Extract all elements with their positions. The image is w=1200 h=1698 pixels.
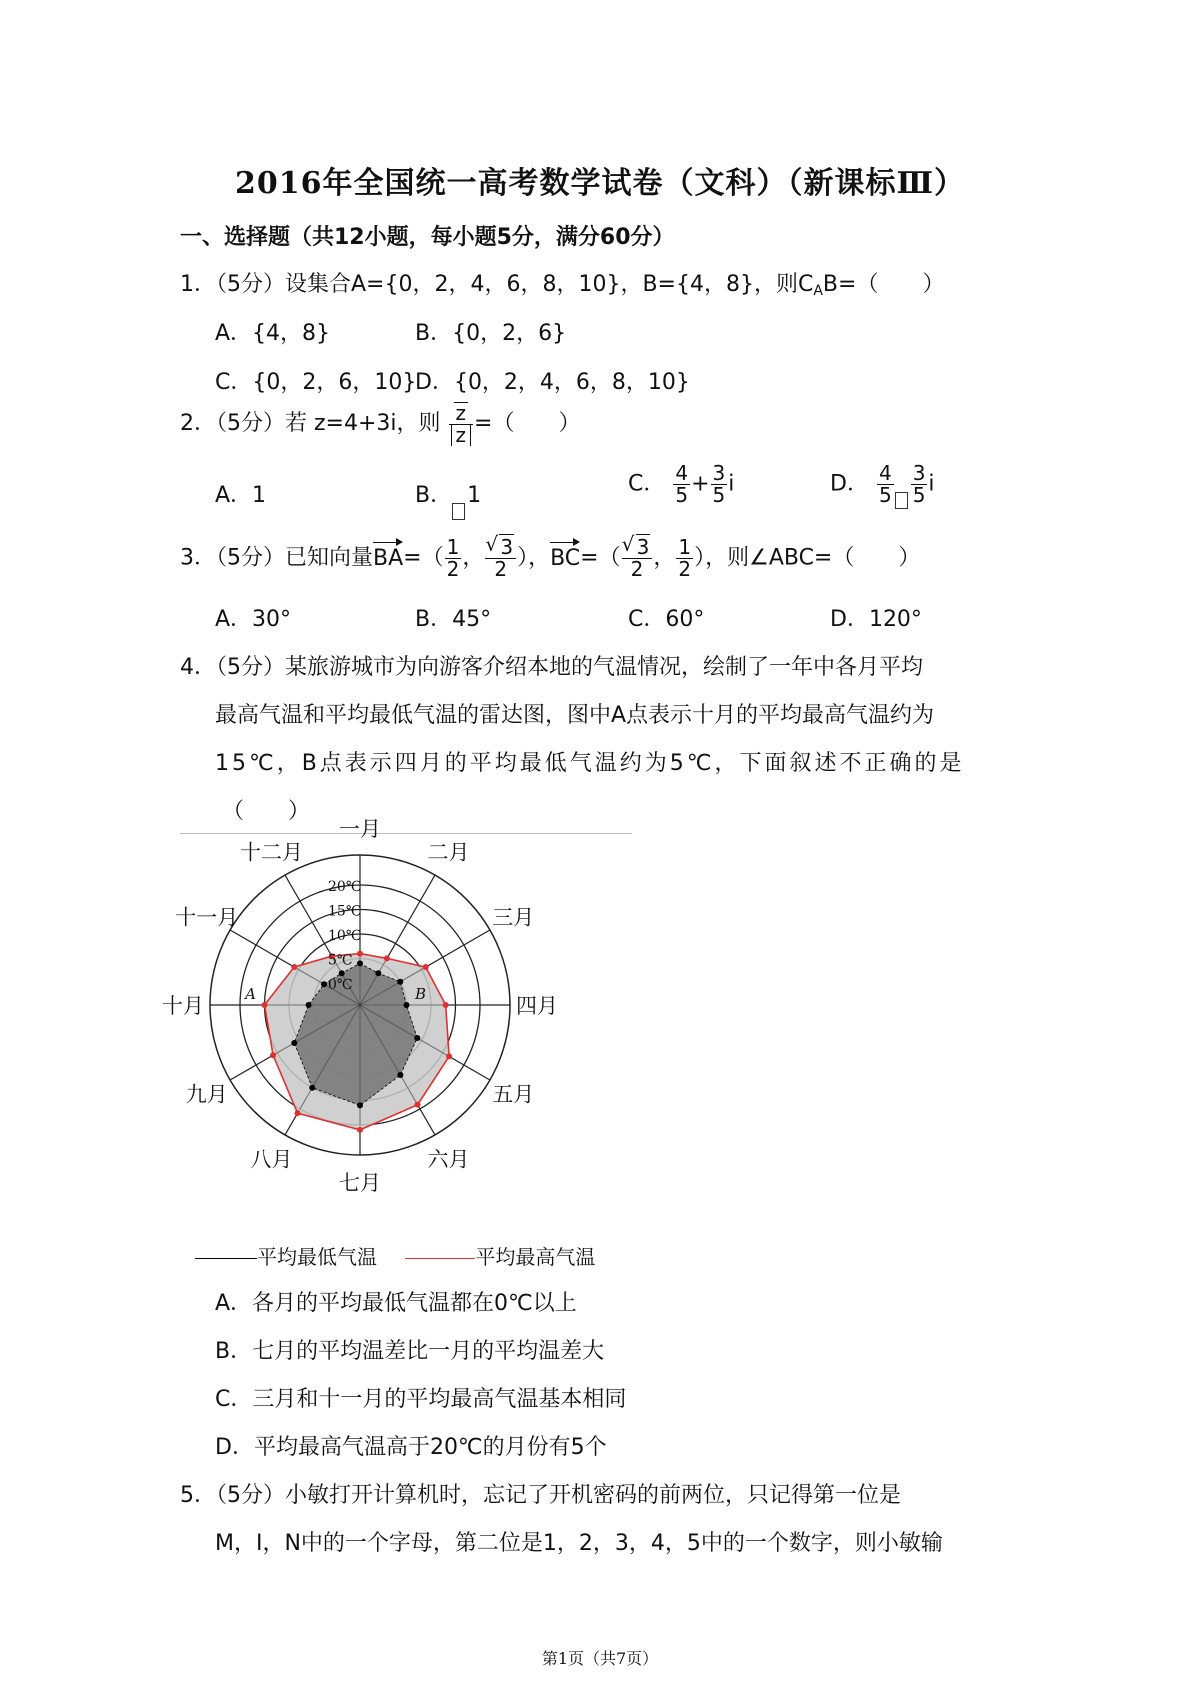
series-low-point (321, 981, 327, 987)
q3-option-d: D．120° (830, 607, 922, 632)
legend-low-line (195, 1258, 257, 1259)
page-footer: 第1页（共7页） (541, 1649, 659, 1668)
question-5-line-2: M，I，N中的一个字母，第二位是1，2，3，4，5中的一个数字，则小敏输 (215, 1531, 943, 1556)
series-low-point (375, 970, 381, 976)
series-low-point (357, 1102, 363, 1108)
month-label: 三月 (492, 905, 535, 930)
series-low-point (397, 1072, 403, 1078)
month-label: 一月 (339, 817, 381, 841)
question-4-line-4: （ ） (222, 799, 311, 824)
radial-tick-label: 5℃ (328, 952, 353, 969)
q1-option-b: B．{0，2，6} (415, 321, 567, 346)
figure-divider (180, 833, 632, 834)
month-label: 六月 (427, 1147, 470, 1172)
series-low-point (414, 1035, 420, 1041)
series-high-point (446, 1053, 452, 1059)
question-2-stem: 2．（5分）若 z=4+3i，则 $\frac{z}{z}$ =（ ） (180, 401, 581, 447)
legend-high-line (405, 1258, 475, 1259)
series-low-point (357, 960, 363, 966)
q2-option-b: B． 1 (415, 478, 481, 520)
q3-option-a: A．30° (215, 607, 292, 632)
series-high-point (357, 1127, 363, 1133)
question-4-line-3: 15℃，B点表示四月的平均最低气温约为5℃，下面叙述不正确的是 (215, 751, 965, 776)
question-3-stem: 3．（5分）已知向量BA=（ $\frac{1}{2}$ ， √ $\frac{3}{2}$ ），BC=（ √ $\frac{3}{2}$ ， $\frac{1}{2}$ ），则∠ABC=（ ） (180, 537, 920, 580)
missing-glyph-icon (452, 503, 465, 520)
month-label: 五月 (492, 1082, 535, 1107)
month-label: 十二月 (240, 840, 303, 865)
question-4-line-2: 最高气温和平均最低气温的雷达图，图中A点表示十月的平均最高气温约为 (215, 703, 935, 728)
series-low-point (306, 1002, 312, 1008)
month-label: 七月 (339, 1171, 381, 1195)
month-label: 四月 (516, 994, 558, 1018)
series-high-point (423, 964, 429, 970)
vector-ba: BA (373, 545, 404, 571)
month-label: 二月 (427, 840, 470, 865)
q2-option-c: C． $\frac{4}{5}$ + $\frac{3}{5}$ i (628, 461, 735, 507)
q2-option-a: A．1 (215, 483, 267, 508)
month-label: 十月 (162, 994, 204, 1018)
series-low-point (397, 979, 403, 985)
radial-tick-label: 15℃ (328, 903, 362, 920)
series-high-point (291, 964, 297, 970)
question-1-stem: 1．（5分）设集合A={0，2，4，6，8，10}，B={4，8}，则$C_AB=$（ ） (180, 272, 945, 299)
q1-option-d: D．{0，2，4，6，8，10} (415, 370, 690, 395)
page-title: 2016年全国统一高考数学试卷（文科）（新课标Ⅲ） (234, 166, 966, 201)
month-label: 九月 (185, 1082, 228, 1107)
q1-option-c: C．{0，2，6，10} (215, 370, 417, 395)
legend-low-label: 平均最低气温 (257, 1245, 377, 1269)
series-low-point (339, 970, 345, 976)
q4-option-b: B．七月的平均温差比一月的平均温差大 (215, 1339, 605, 1364)
q2-option-d: D． $\frac{4}{5}$ $\frac{3}{5}$ i (830, 461, 935, 507)
radial-tick-label: 10℃ (328, 928, 362, 944)
q2-fraction: $\frac{z}{z}$ (449, 402, 474, 446)
series-high-point (357, 951, 363, 957)
q3-option-c: C．60° (628, 607, 705, 632)
series-high-point (295, 1110, 301, 1116)
q1-option-a: A．{4，8} (215, 321, 331, 346)
q3-option-b: B．45° (415, 607, 492, 632)
series-low-point (404, 1002, 410, 1008)
series-high-point (384, 955, 390, 961)
point-label-b: B (414, 985, 427, 1003)
vector-bc: BC (550, 545, 581, 571)
q4-option-a: A．各月的平均最低气温都在0℃以上 (215, 1291, 577, 1316)
q4-option-c: C．三月和十一月的平均最高气温基本相同 (215, 1387, 627, 1412)
radial-tick-label: 0℃ (328, 977, 353, 993)
series-high-point (270, 1052, 276, 1058)
series-high-point (415, 1102, 421, 1108)
radar-chart (162, 817, 650, 1260)
legend-high-label: 平均最高气温 (475, 1245, 596, 1269)
series-high-point (262, 1002, 268, 1008)
question-5-line-1: 5．（5分）小敏打开计算机时，忘记了开机密码的前两位，只记得第一位是 (180, 1483, 901, 1508)
series-low-point (291, 1040, 297, 1046)
series-low-point (309, 1085, 315, 1091)
series-high-point (443, 1002, 449, 1008)
chart-legend (195, 1241, 595, 1270)
question-4-line-1: 4．（5分）某旅游城市为向游客介绍本地的气温情况，绘制了一年中各月平均 (180, 655, 923, 680)
point-label-a: A (245, 985, 256, 1003)
missing-glyph-icon (895, 492, 908, 509)
month-label: 十一月 (175, 905, 239, 930)
radial-tick-label: 20℃ (328, 879, 362, 895)
month-label: 八月 (250, 1147, 293, 1172)
q4-option-d: D．平均最高气温高于20℃的月份有5个 (215, 1435, 607, 1460)
section-heading: 一、选择题（共12小题，每小题5分，满分60分） (180, 225, 675, 250)
